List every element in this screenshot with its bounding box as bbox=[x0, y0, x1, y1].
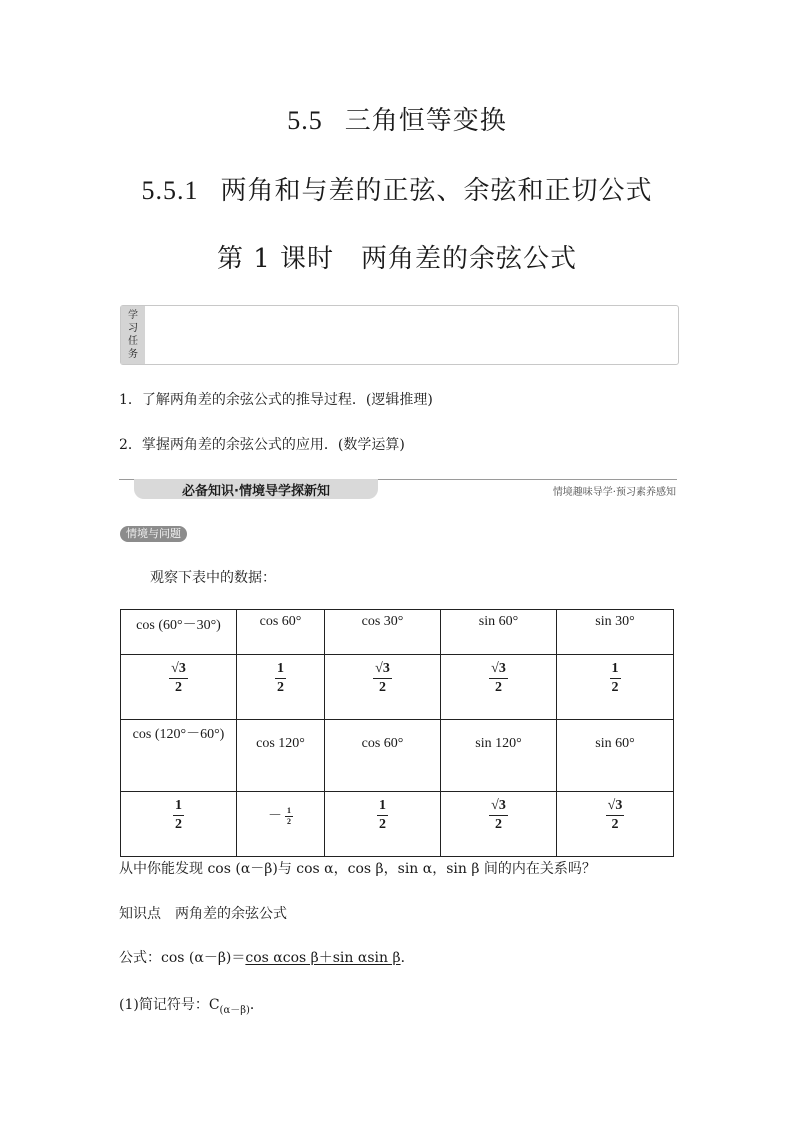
table-cell: sin 60° bbox=[557, 720, 674, 792]
lesson-title: 第 1 课时 两角差的余弦公式 bbox=[216, 244, 578, 274]
table-cell bbox=[441, 792, 557, 857]
fraction: $\frac{1}{2}$ bbox=[379, 798, 386, 832]
data-table bbox=[120, 609, 674, 857]
table-cell bbox=[557, 792, 674, 857]
notation-line: (1)简记符号：$C_{(\alpha-\beta)}$． bbox=[119, 997, 264, 1016]
learning-task-tag: 学 习 任 务 bbox=[121, 306, 145, 364]
negative-fraction: － $\frac{1}{2}$ bbox=[268, 806, 291, 826]
fraction: $\frac{√3}{2}$ bbox=[491, 661, 506, 695]
fraction: $\frac{√3}{2}$ bbox=[375, 661, 390, 695]
fraction: $\frac{√3}{2}$ bbox=[171, 661, 186, 695]
goal-item: 1．了解两角差的余弦公式的推导过程．(逻辑推理) bbox=[119, 392, 433, 408]
section-pill: 情境与问题 bbox=[120, 526, 187, 542]
table-cell bbox=[441, 655, 557, 720]
fraction: $\frac{√3}{2}$ bbox=[607, 798, 623, 832]
learning-task-box bbox=[120, 305, 679, 365]
section-title: 5.5 三角恒等变换 bbox=[287, 106, 507, 136]
question-text: 从中你能发现 cos (α－β)与 cos α，cos β，sin α，sin β 间的内在关系吗？ bbox=[119, 861, 596, 877]
table-cell: cos 30° bbox=[325, 610, 441, 655]
fraction: $\frac{1}{2}$ bbox=[175, 798, 182, 832]
table-cell: sin 120° bbox=[441, 720, 557, 792]
banner-caption: 情境趣味导学·预习素养感知 bbox=[552, 487, 676, 498]
table-cell bbox=[237, 792, 325, 857]
table-cell bbox=[237, 655, 325, 720]
table-cell bbox=[121, 792, 237, 857]
formula-line: 公式：cos (α－β)＝cos αcos β＋sin αsin β． bbox=[119, 950, 415, 966]
table-cell: cos 60° bbox=[325, 720, 441, 792]
fraction: $\frac{1}{2}$ bbox=[611, 661, 619, 695]
table-row bbox=[121, 610, 674, 655]
table-cell: cos (60°－30°) bbox=[121, 610, 237, 655]
table-cell: cos 120° bbox=[237, 720, 325, 792]
knowledge-title: 知识点 两角差的余弦公式 bbox=[119, 906, 287, 922]
table-cell: sin 30° bbox=[557, 610, 674, 655]
table-row bbox=[121, 792, 674, 857]
fraction: $\frac{1}{2}$ bbox=[287, 806, 291, 826]
table-cell: cos (120°－60°) bbox=[121, 720, 237, 792]
table-row bbox=[121, 720, 674, 792]
table-cell bbox=[325, 655, 441, 720]
fraction: $\frac{√3}{2}$ bbox=[491, 798, 506, 832]
table-cell bbox=[325, 792, 441, 857]
section-banner: 必备知识·情境导学探新知 bbox=[134, 479, 378, 499]
formula-answer: cos αcos β＋sin αsin β bbox=[245, 950, 401, 966]
goal-item: 2．掌握两角差的余弦公式的应用．(数学运算) bbox=[119, 437, 405, 453]
table-cell bbox=[557, 655, 674, 720]
fraction: $\frac{1}{2}$ bbox=[277, 661, 284, 695]
table-row bbox=[121, 655, 674, 720]
table-cell bbox=[121, 655, 237, 720]
observe-text: 观察下表中的数据： bbox=[150, 570, 276, 586]
table-cell: cos 60° bbox=[237, 610, 325, 655]
subsection-title: 5.5.1 两角和与差的正弦、余弦和正切公式 bbox=[141, 176, 653, 206]
table-cell: sin 60° bbox=[441, 610, 557, 655]
